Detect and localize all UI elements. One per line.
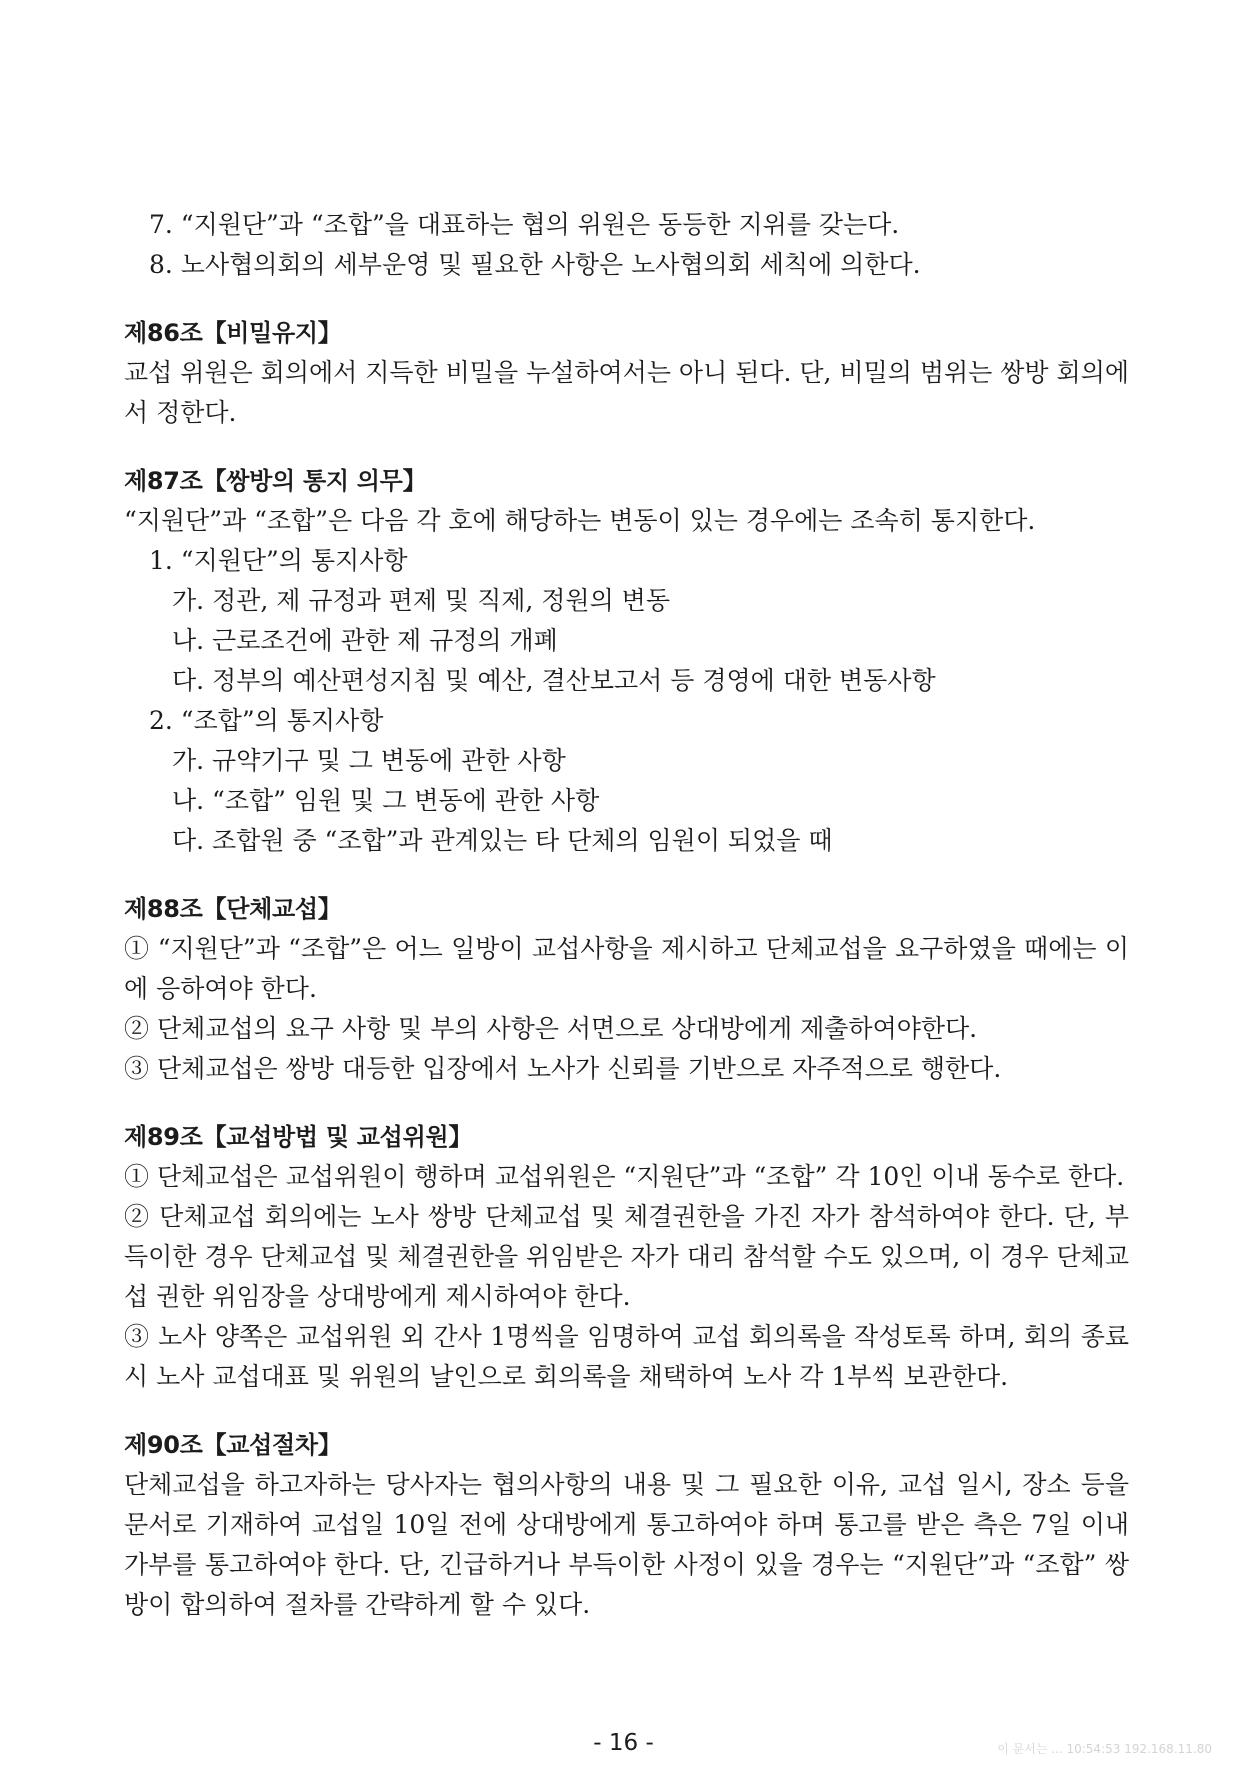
article-90-heading: 제90조【교섭절차】 xyxy=(124,1431,342,1459)
clause-7: 7. “지원단”과 “조합”을 대표하는 협의 위원은 동등한 지위를 갖는다. xyxy=(149,210,900,239)
article-87-item-1-b: 나. 근로조건에 관한 제 규정의 개폐 xyxy=(172,626,558,655)
article-87-item-2: 2. “조합”의 통지사항 xyxy=(149,706,384,735)
article-88-para-2: ② 단체교섭의 요구 사항 및 부의 사항은 서면으로 상대방에게 제출하여야한다. xyxy=(124,1014,978,1043)
article-87-item-2-a: 가. 규약기구 및 그 변동에 관한 사항 xyxy=(172,746,566,775)
article-87-item-1-c: 다. 정부의 예산편성지침 및 예산, 결산보고서 등 경영에 대한 변동사항 xyxy=(172,666,936,695)
article-86-body: 교섭 위원은 회의에서 지득한 비밀을 누설하여서는 아니 된다. 단, 비밀의 범위는 쌍방 회의에서 정한다. xyxy=(124,358,1129,427)
article-89-para-2: ② 단체교섭 회의에는 노사 쌍방 단체교섭 및 체결권한을 가진 자가 참석하여야 한다. 단, 부득이한 경우 단체교섭 및 체결권한을 위임받은 자가 대리 참석할 수도 있으며, 이 경우 단체교섭 권한 위임장을 상대방에게 제시하여야 한다. xyxy=(124,1202,1129,1311)
print-stamp: 이 문서는 ... 10:54:53 192.168.11.80 xyxy=(997,1742,1212,1756)
article-89-heading: 제89조【교섭방법 및 교섭위원】 xyxy=(124,1123,473,1151)
article-88-para-1: ① “지원단”과 “조합”은 어느 일방이 교섭사항을 제시하고 단체교섭을 요구하였을 때에는 이에 응하여야 한다. xyxy=(124,934,1129,1003)
article-87-item-1-a: 가. 정관, 제 규정과 편제 및 직제, 정원의 변동 xyxy=(172,586,670,615)
article-87-heading: 제87조【쌍방의 통지 의무】 xyxy=(124,467,427,495)
article-87-body: “지원단”과 “조합”은 다음 각 호에 해당하는 변동이 있는 경우에는 조속히 통지한다. xyxy=(124,506,1036,535)
article-87-item-1: 1. “지원단”의 통지사항 xyxy=(149,546,408,575)
page-number: - 16 - xyxy=(593,1730,654,1756)
document-page xyxy=(124,205,1129,1625)
clause-8: 8. 노사협의회의 세부운영 및 필요한 사항은 노사협의회 세칙에 의한다. xyxy=(149,250,921,279)
article-89-para-1: ① 단체교섭은 교섭위원이 행하며 교섭위원은 “지원단”과 “조합” 각 10인 이내 동수로 한다. xyxy=(124,1162,1125,1191)
article-90-body: 단체교섭을 하고자하는 당사자는 협의사항의 내용 및 그 필요한 이유, 교섭 일시, 장소 등을 문서로 기재하여 교섭일 10일 전에 상대방에게 통고하여야 하며 통고를 받은 측은 7일 이내 가부를 통고하여야 한다. 단, 긴급하거나 부득이한 사정이 있을 경우는 “지원단”과 “조합” 쌍방이 합의하여 절차를 간략하게 할 수 있다. xyxy=(124,1470,1129,1619)
article-86-heading: 제86조【비밀유지】 xyxy=(124,319,342,347)
article-89-para-3: ③ 노사 양쪽은 교섭위원 외 간사 1명씩을 임명하여 교섭 회의록을 작성토록 하며, 회의 종료 시 노사 교섭대표 및 위원의 날인으로 회의록을 채택하여 노사 각 1부씩 보관한다. xyxy=(124,1322,1129,1391)
article-87-item-2-b: 나. “조합” 임원 및 그 변동에 관한 사항 xyxy=(172,786,600,815)
article-87-item-2-c: 다. 조합원 중 “조합”과 관계있는 타 단체의 임원이 되었을 때 xyxy=(172,826,833,855)
article-88-para-3: ③ 단체교섭은 쌍방 대등한 입장에서 노사가 신뢰를 기반으로 자주적으로 행한다. xyxy=(124,1054,1002,1083)
article-88-heading: 제88조【단체교섭】 xyxy=(124,895,342,923)
